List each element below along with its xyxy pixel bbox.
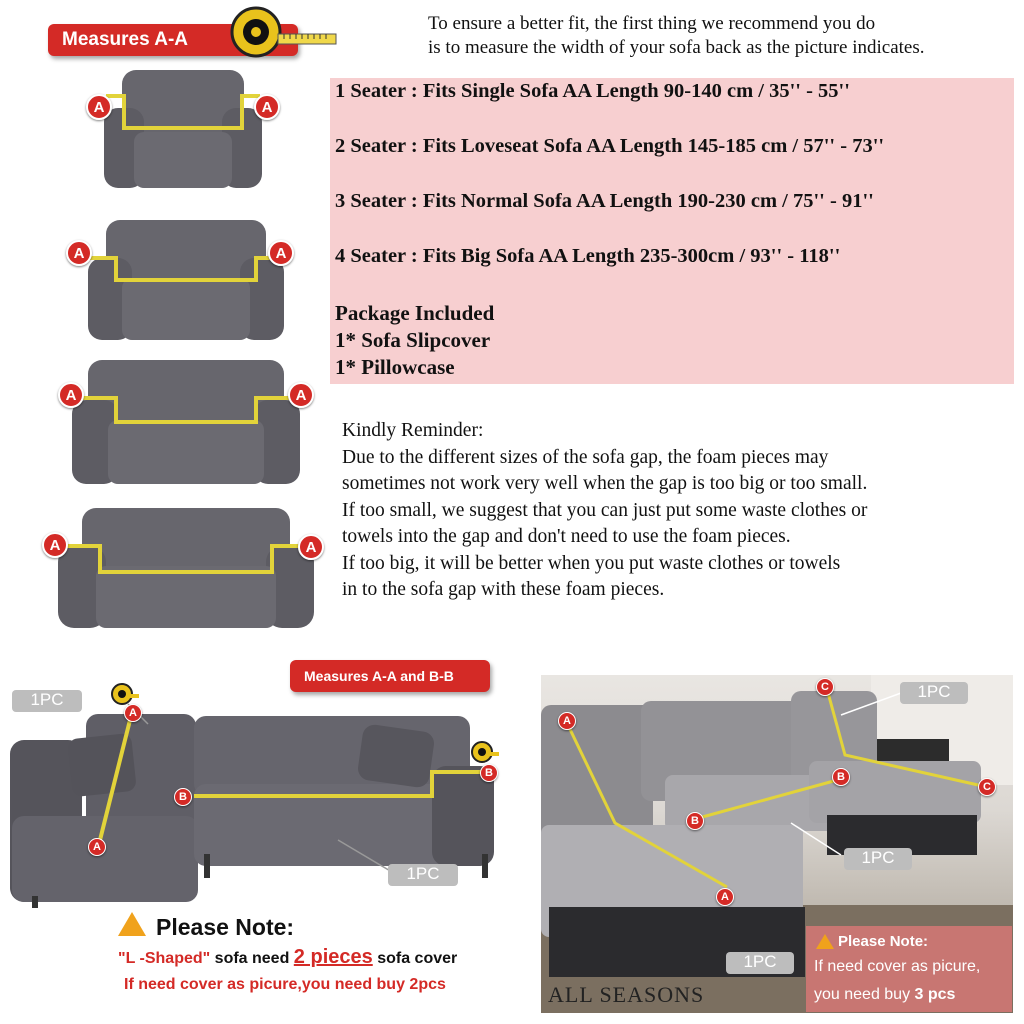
marker-b: B: [174, 788, 192, 806]
marker-a: A: [66, 240, 92, 266]
marker-c: C: [978, 778, 996, 796]
one-pc-tag: 1PC: [12, 690, 82, 712]
lshape-note-mid: sofa need: [210, 950, 294, 967]
marker-a: A: [88, 838, 106, 856]
photo-note-title: Please Note:: [838, 933, 929, 950]
marker-a: A: [298, 534, 324, 560]
reminder-title: Kindly Reminder:: [342, 420, 484, 441]
measures-ab-label: Measures A-A and B-B: [304, 668, 454, 684]
marker-a: A: [86, 94, 112, 120]
one-pc-tag: 1PC: [726, 952, 794, 974]
sofa-2-seater-image: [86, 218, 286, 342]
one-pc-tag: 1PC: [388, 864, 458, 886]
lshape-note-line-1: [118, 946, 457, 969]
tape-measure-icon: [110, 682, 140, 706]
measures-aa-label: Measures A-A: [62, 29, 189, 50]
marker-b: B: [686, 812, 704, 830]
tape-measure-icon: [470, 740, 500, 764]
warning-icon: [118, 912, 146, 936]
photo-note-line-2: [814, 986, 955, 1004]
intro-text: [428, 12, 925, 60]
marker-a: A: [42, 532, 68, 558]
photo-note-line-1: If need cover as picure,: [814, 958, 981, 975]
marker-a: A: [558, 712, 576, 730]
lshape-note-pieces: 2 pieces: [293, 946, 373, 968]
please-note-title: Please Note:: [156, 914, 295, 940]
intro-line-2: is to measure the width of your sofa back as the picture indicates.: [428, 37, 925, 58]
reminder-line: sometimes not work very well when the gap is too big or too small.: [342, 473, 868, 494]
marker-a: A: [716, 888, 734, 906]
size-2-seater: 2 Seater : Fits Loveseat Sofa AA Length 145-185 cm / 57'' - 73'': [335, 135, 885, 157]
marker-b: B: [480, 764, 498, 782]
reminder-line: If too big, it will be better when you put waste clothes or towels: [342, 552, 841, 574]
size-1-seater: 1 Seater : Fits Single Sofa AA Length 90-140 cm / 35'' - 55'': [335, 80, 850, 102]
kindly-reminder: [342, 418, 867, 604]
lshape-note-end: sofa cover: [372, 950, 458, 967]
marker-b: B: [832, 768, 850, 786]
package-item-slipcover: 1* Sofa Slipcover: [335, 328, 491, 352]
marker-c: C: [816, 678, 834, 696]
photo-note-qty: 3 pcs: [914, 986, 956, 1003]
lshape-note-quote: "L -Shaped": [118, 950, 211, 967]
warning-icon: [816, 934, 834, 949]
reminder-line: Due to the different sizes of the sofa gap, the foam pieces may: [342, 446, 829, 468]
one-pc-tag: 1PC: [900, 682, 968, 704]
photo-note-box: [806, 926, 1012, 1012]
sofa-3-seater-image: [70, 358, 302, 486]
size-4-seater: 4 Seater : Fits Big Sofa AA Length 235-300cm / 93'' - 118'': [335, 245, 841, 267]
watermark: ALL SEASONS: [548, 982, 705, 1007]
size-3-seater: 3 Seater : Fits Normal Sofa AA Length 190-230 cm / 75'' - 91'': [335, 190, 874, 212]
reminder-line: If too small, we suggest that you can just put some waste clothes or: [342, 499, 868, 521]
marker-a: A: [288, 382, 314, 408]
marker-a: A: [124, 704, 142, 722]
intro-line-1: To ensure a better fit, the first thing we recommend you do: [428, 13, 876, 34]
marker-a: A: [268, 240, 294, 266]
reminder-line: towels into the gap and don't need to use the foam pieces.: [342, 526, 791, 547]
package-item-pillowcase: 1* Pillowcase: [335, 355, 455, 379]
reminder-line: in to the sofa gap with these foam pieces.: [342, 579, 665, 600]
package-title: Package Included: [335, 301, 495, 325]
photo-note-line-2-text: you need buy: [814, 986, 915, 1003]
sofa-4-seater-image: [56, 506, 316, 630]
marker-a: A: [58, 382, 84, 408]
tape-measure-icon: [224, 4, 342, 60]
lshape-note-line-2: If need cover as picure,you need buy 2pcs: [124, 976, 446, 993]
one-pc-tag: 1PC: [844, 848, 912, 870]
marker-a: A: [254, 94, 280, 120]
sofa-1-seater-image: [100, 66, 266, 190]
